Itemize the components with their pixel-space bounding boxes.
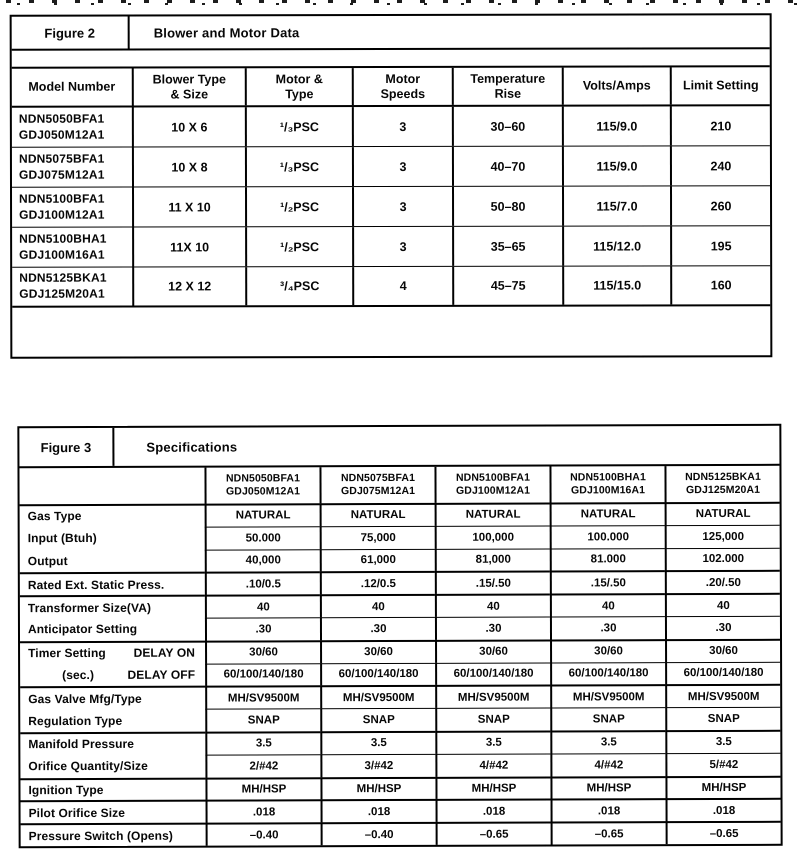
fig3-table-row	[20, 570, 780, 595]
fig3-value-cell: 100.000	[550, 525, 665, 548]
fig3-value-cell: 3.5	[320, 731, 435, 754]
fig2-value-cell: 115/7.0	[562, 186, 670, 225]
fig3-model-header: NDN5075BFA1 GDJ075M12A1	[319, 467, 434, 503]
fig3-value-cell: MH/SV9500M	[205, 686, 320, 709]
figure2-spacer-band	[12, 49, 770, 69]
fig3-value-cell: .20/.50	[665, 570, 780, 593]
fig3-value-cell: MH/HSP	[205, 777, 320, 800]
fig3-value-cell: 81,000	[435, 548, 550, 571]
fig3-value-cell: NATURAL	[435, 503, 550, 526]
fig3-value-cell: 4/#42	[550, 753, 665, 776]
fig3-value-cell: –0.65	[551, 821, 666, 844]
fig3-value-cell: SNAP	[320, 708, 435, 731]
figure2-title-row	[12, 15, 770, 51]
fig2-model-cell: NDN5125BKA1 GDJ125M20A1	[19, 271, 107, 301]
fig3-header-row	[19, 466, 779, 504]
fig2-value-cell: ¹/₂PSC	[245, 187, 352, 226]
fig3-value-cell: 40	[665, 593, 780, 616]
fig2-column-header: Limit Setting	[670, 67, 770, 104]
fig3-header-empty-cell	[19, 468, 204, 505]
fig3-value-cell: 30/60	[665, 639, 780, 662]
fig2-body	[12, 106, 770, 308]
fig3-table-row	[20, 547, 780, 572]
fig2-column-header: Temperature Rise	[452, 68, 562, 105]
fig2-value-cell: ¹/₂PSC	[245, 227, 352, 266]
fig3-value-cell: –0.65	[666, 821, 781, 844]
fig3-value-cell: MH/HSP	[320, 776, 435, 799]
fig3-value-cell: SNAP	[550, 707, 665, 730]
fig3-row-label: Rated Ext. Static Press.	[20, 572, 205, 595]
figure3-table	[17, 424, 782, 848]
fig3-row-label: (sec.) DELAY OFF	[62, 667, 196, 683]
fig3-value-cell: 30/60	[320, 640, 435, 663]
fig3-model-header: NDN5100BHA1 GDJ100M16A1	[549, 466, 664, 502]
fig3-row-label: Ignition Type	[20, 777, 205, 800]
fig2-value-cell: 115/15.0	[562, 266, 670, 304]
fig2-value-cell: 160	[670, 266, 770, 304]
fig3-value-cell: 50.000	[205, 526, 320, 549]
fig3-value-cell: 61,000	[320, 548, 435, 571]
fig2-value-cell: 50–80	[452, 187, 562, 226]
fig3-value-cell: 40	[550, 593, 665, 616]
fig3-value-cell: SNAP	[205, 708, 320, 731]
fig2-value-cell: ¹/₃PSC	[245, 107, 352, 146]
fig3-row-label: Gas Type	[20, 504, 205, 527]
fig3-value-cell: –0.65	[436, 822, 551, 845]
fig3-row-label: Gas Valve Mfg/Type	[20, 686, 205, 709]
fig3-value-cell: .30	[665, 616, 780, 639]
fig2-value-cell: 4	[352, 267, 452, 305]
fig3-value-cell: .15/.50	[550, 571, 665, 594]
fig3-table-row	[21, 821, 781, 846]
fig3-value-cell: 5/#42	[665, 753, 780, 776]
fig3-value-cell: MH/HSP	[665, 775, 780, 798]
fig2-value-cell: ¹/₃PSC	[245, 147, 352, 186]
fig2-model-cell: NDN5050BFA1 GDJ050M12A1	[18, 111, 105, 142]
fig2-value-cell: 115/12.0	[562, 226, 670, 265]
fig2-column-header: Volts/Amps	[562, 67, 670, 104]
fig2-table-row	[12, 226, 770, 268]
fig3-value-cell: 60/100/140/180	[320, 662, 435, 685]
fig3-table-row	[20, 525, 780, 550]
fig3-value-cell: 60/100/140/180	[665, 661, 780, 684]
fig2-header-row	[12, 67, 770, 108]
fig3-body	[20, 502, 781, 846]
figure2-title: Blower and Motor Data	[153, 24, 300, 40]
fig3-table-row	[20, 616, 780, 641]
fig3-row-label: Input (Btuh)	[27, 531, 97, 546]
fig3-value-cell: .018	[666, 798, 781, 821]
fig3-table-row	[20, 684, 780, 709]
fig3-value-cell: 30/60	[550, 639, 665, 662]
fig3-value-cell: 30/60	[435, 639, 550, 662]
fig3-table-row	[20, 639, 780, 664]
figure2-table	[10, 13, 773, 359]
fig2-value-cell: 115/9.0	[562, 146, 670, 185]
fig3-value-cell: 40	[320, 594, 435, 617]
fig3-row-label: Manifold Pressure	[20, 732, 205, 755]
fig3-row-label: Regulation Type	[28, 713, 123, 728]
fig3-value-cell: .12/0.5	[320, 571, 435, 594]
fig2-table-row	[12, 106, 770, 148]
fig2-value-cell: 11 X 10	[132, 187, 245, 226]
fig3-value-cell: 4/#42	[435, 753, 550, 776]
fig3-value-cell: .30	[435, 617, 550, 640]
fig3-value-cell: .018	[436, 799, 551, 822]
fig2-column-header: Blower Type & Size	[132, 68, 245, 105]
fig3-value-cell: .018	[321, 799, 436, 822]
fig3-model-header: NDN5100BFA1 GDJ100M12A1	[434, 467, 549, 503]
fig2-table-row	[12, 186, 770, 228]
fig2-model-cell: NDN5075BFA1 GDJ075M12A1	[18, 151, 105, 182]
fig3-value-cell: 60/100/140/180	[205, 663, 320, 686]
fig2-value-cell: ³/₄PSC	[245, 267, 352, 305]
fig3-value-cell: 3.5	[435, 730, 550, 753]
fig3-value-cell: 3.5	[205, 731, 320, 754]
fig2-value-cell: 3	[352, 227, 452, 266]
fig2-value-cell: 3	[352, 147, 452, 186]
fig3-value-cell: NATURAL	[320, 503, 435, 526]
fig3-table-row	[20, 730, 780, 755]
fig3-value-cell: NATURAL	[665, 502, 780, 525]
fig2-value-cell: 10 X 6	[132, 107, 245, 146]
fig3-row-label: Anticipator Setting	[27, 622, 138, 637]
fig2-column-header: Motor & Type	[245, 68, 352, 105]
fig3-table-row	[20, 593, 780, 618]
fig2-value-cell: 30–60	[452, 107, 562, 146]
fig3-value-cell: 102.000	[665, 547, 780, 570]
fig2-value-cell: 210	[670, 106, 770, 145]
fig3-value-cell: 75,000	[320, 526, 435, 549]
fig3-value-cell: .10/0.5	[205, 572, 320, 595]
fig2-value-cell: 3	[352, 187, 452, 226]
fig2-value-cell: 10 X 8	[132, 147, 245, 186]
fig3-value-cell: 3.5	[550, 730, 665, 753]
fig3-table-row	[20, 661, 780, 686]
fig3-value-cell: .30	[550, 616, 665, 639]
fig3-value-cell: 40	[435, 594, 550, 617]
fig3-value-cell: 2/#42	[205, 754, 320, 777]
fig3-value-cell: NATURAL	[205, 503, 320, 526]
fig2-value-cell: 195	[670, 226, 770, 265]
fig3-value-cell: MH/SV9500M	[435, 685, 550, 708]
fig2-table-row	[12, 266, 770, 308]
fig2-value-cell: 45–75	[452, 267, 562, 305]
fig3-value-cell: –0.40	[321, 822, 436, 845]
fig3-value-cell: 125,000	[665, 525, 780, 548]
fig2-model-cell: NDN5100BHA1 GDJ100M16A1	[19, 231, 107, 262]
fig3-value-cell: .30	[205, 617, 320, 640]
fig3-value-cell: MH/SV9500M	[550, 685, 665, 708]
fig3-value-cell: MH/SV9500M	[665, 684, 780, 707]
fig2-value-cell: 12 X 12	[132, 267, 245, 305]
figure2-label: Figure 2	[12, 17, 130, 49]
fig2-value-cell: 260	[670, 186, 770, 225]
fig3-row-label: Output	[27, 554, 68, 569]
fig3-value-cell: 40	[205, 594, 320, 617]
fig3-value-cell: SNAP	[665, 707, 780, 730]
fig3-value-cell: 30/60	[205, 640, 320, 663]
fig2-value-cell: 11X 10	[132, 227, 245, 266]
fig2-table-row	[12, 146, 770, 188]
fig2-model-cell: NDN5100BFA1 GDJ100M12A1	[19, 191, 105, 222]
figure2-footer-blank	[12, 306, 770, 357]
fig3-value-cell: MH/HSP	[550, 776, 665, 799]
fig3-value-cell: .018	[206, 800, 321, 823]
fig2-column-header: Model Number	[28, 79, 116, 94]
fig3-row-label: Pilot Orifice Size	[21, 800, 206, 823]
fig3-table-row	[20, 707, 780, 732]
fig3-model-header: NDN5125BKA1 GDJ125M20A1	[664, 466, 779, 502]
figure3-label: Figure 3	[19, 428, 114, 466]
fig2-value-cell: 240	[670, 146, 770, 185]
fig3-value-cell: NATURAL	[550, 502, 665, 525]
fig3-value-cell: 60/100/140/180	[550, 662, 665, 685]
clipped-text-artifact	[6, 0, 798, 6]
fig2-column-header: Motor Speeds	[352, 68, 452, 105]
fig3-value-cell: 81.000	[550, 548, 665, 571]
fig3-value-cell: 3/#42	[320, 754, 435, 777]
fig3-value-cell: .018	[551, 799, 666, 822]
figure3-title-row	[19, 426, 779, 468]
fig2-value-cell: 115/9.0	[562, 106, 670, 145]
fig3-value-cell: MH/HSP	[435, 776, 550, 799]
fig2-value-cell: 3	[352, 107, 452, 146]
fig3-table-row	[20, 775, 780, 800]
fig3-value-cell: 3.5	[665, 730, 780, 753]
fig3-value-cell: 40,000	[205, 549, 320, 572]
fig3-value-cell: 60/100/140/180	[435, 662, 550, 685]
fig2-value-cell: 40–70	[452, 147, 562, 186]
fig3-row-label: Timer Setting DELAY ON	[20, 640, 205, 663]
fig3-value-cell: –0.40	[206, 822, 321, 845]
fig3-table-row	[20, 753, 780, 778]
fig3-row-label: Pressure Switch (Opens)	[21, 823, 206, 846]
figure3-title: Specifications	[146, 439, 238, 455]
fig3-row-label: Orifice Quantity/Size	[28, 758, 148, 774]
fig3-value-cell: MH/SV9500M	[320, 685, 435, 708]
fig3-value-cell: 100,000	[435, 525, 550, 548]
fig3-value-cell: SNAP	[435, 708, 550, 731]
fig3-value-cell: .30	[320, 617, 435, 640]
fig3-table-row	[20, 502, 780, 527]
fig2-value-cell: 35–65	[452, 227, 562, 266]
fig3-table-row	[21, 798, 781, 823]
fig3-model-header: NDN5050BFA1 GDJ050M12A1	[204, 467, 319, 503]
fig3-value-cell: .15/.50	[435, 571, 550, 594]
fig3-row-label: Transformer Size(VA)	[20, 595, 205, 618]
